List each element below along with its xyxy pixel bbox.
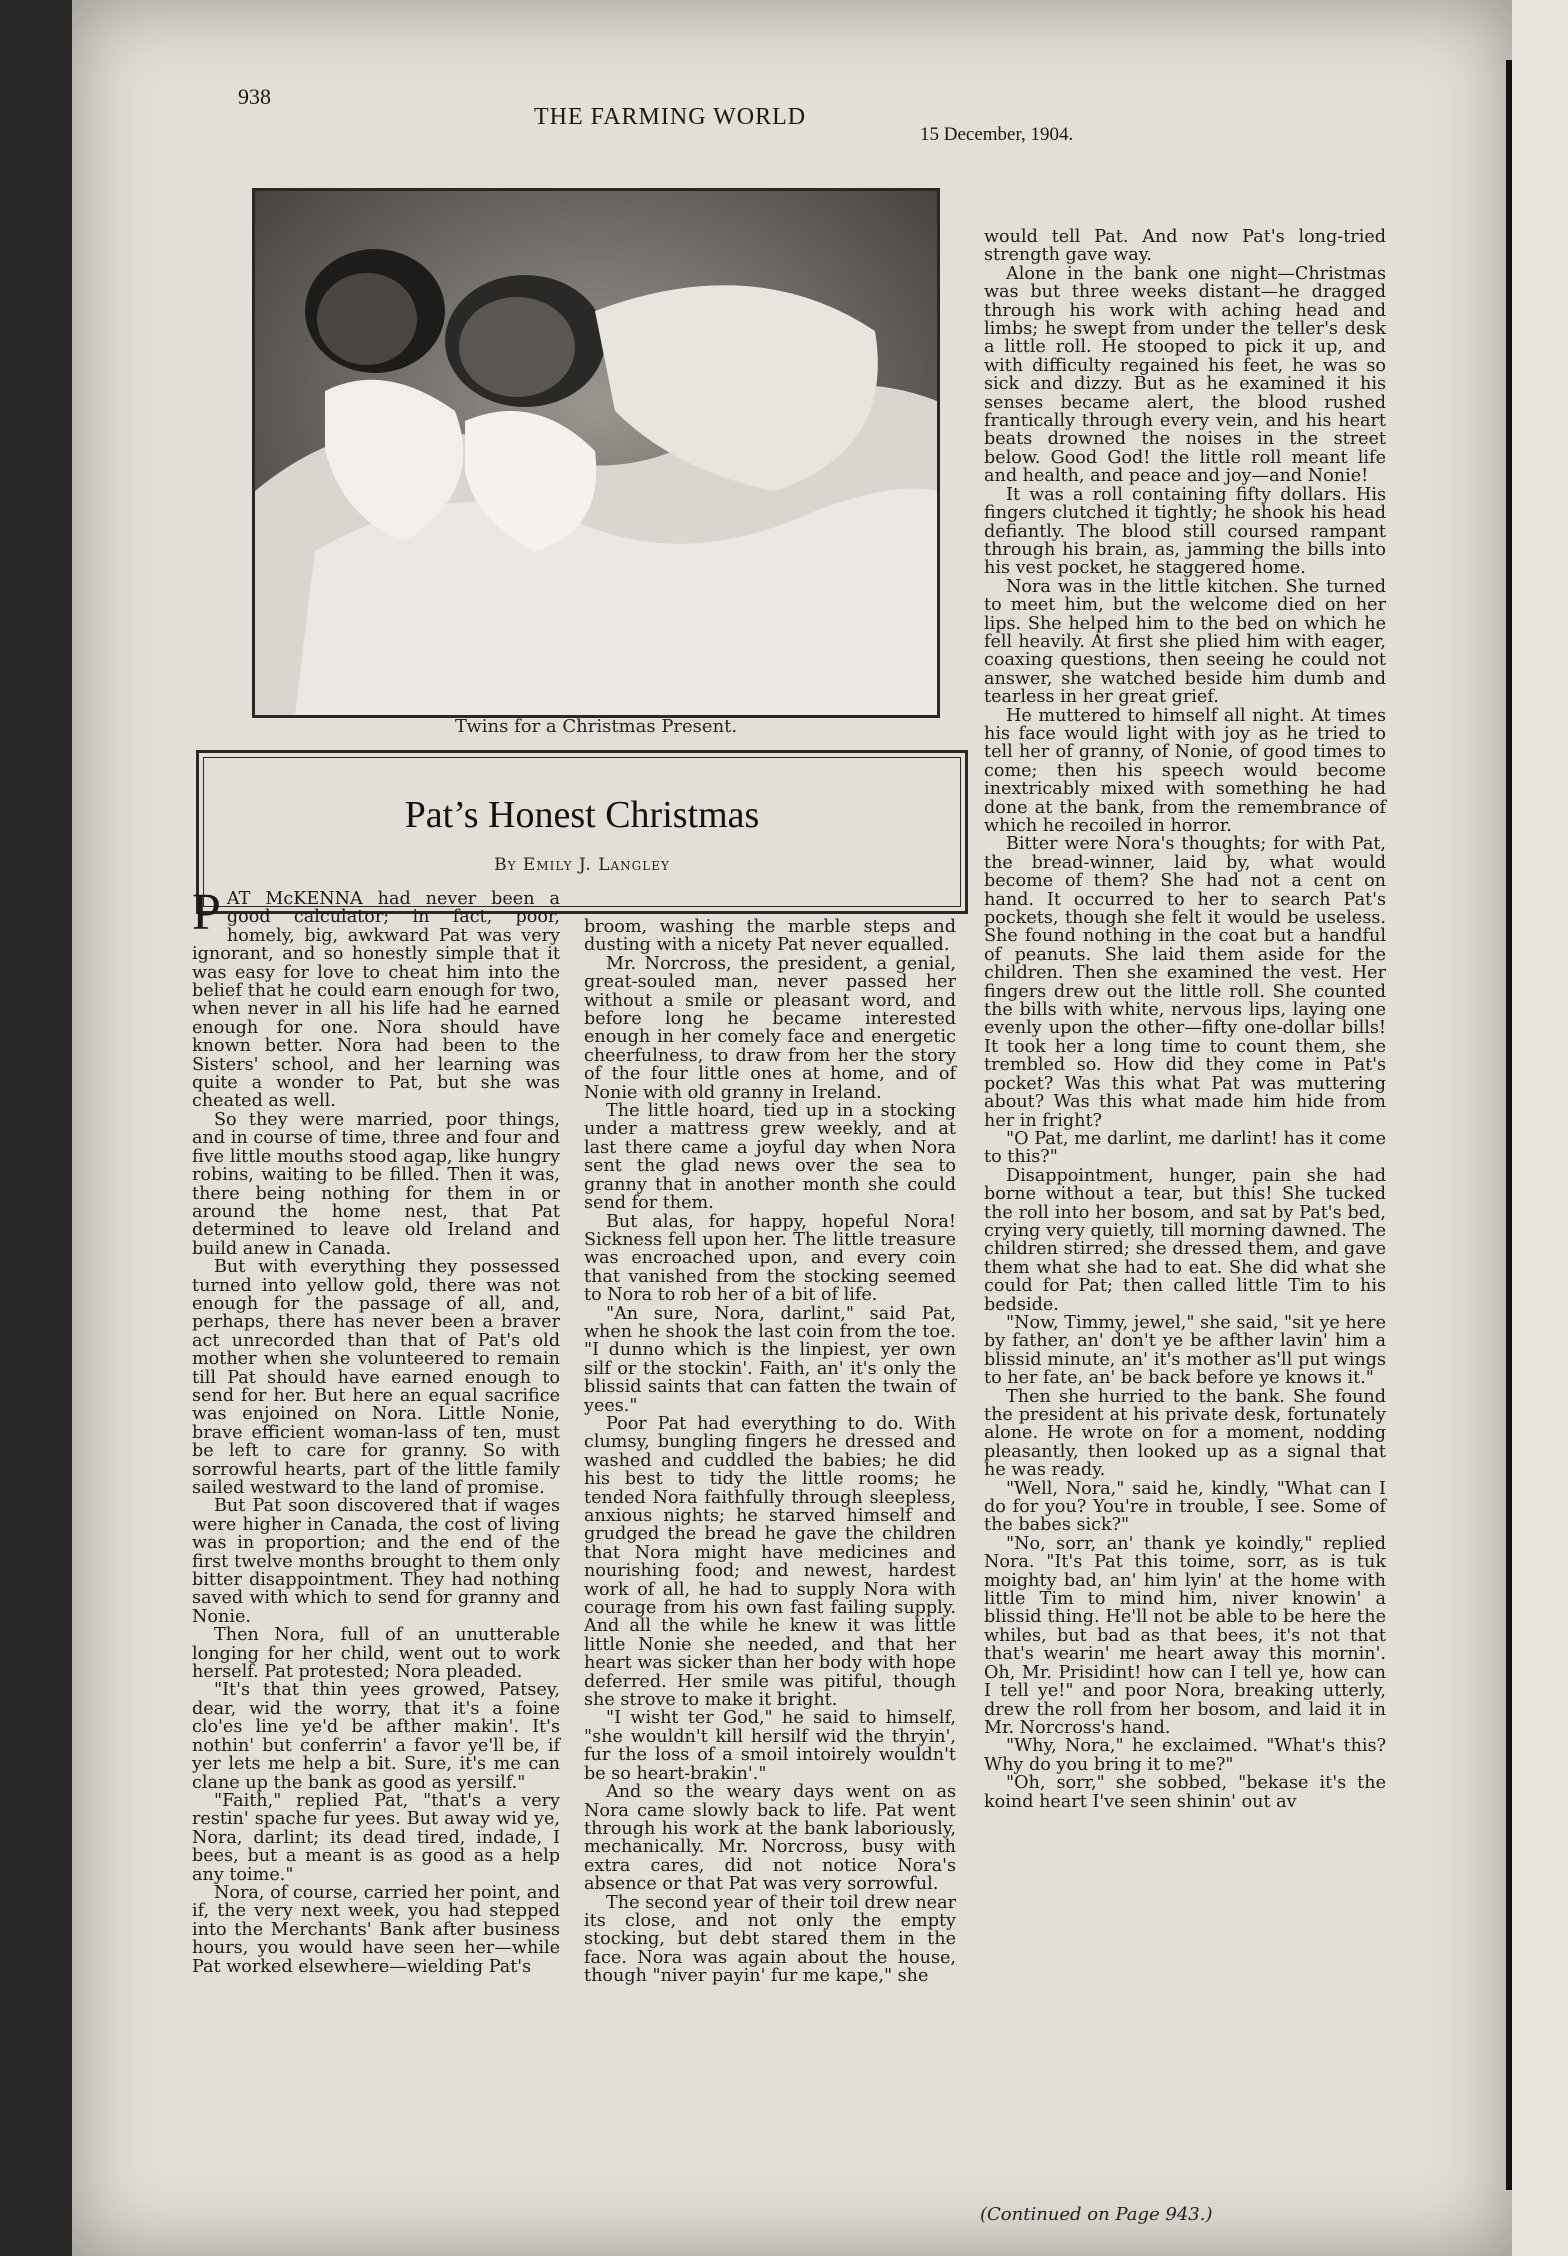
paragraph: Then Nora, full of an unutterable longing for her child, went out to work herself. Pat protested; Nora pleaded. xyxy=(192,1625,560,1683)
facing-page-margin xyxy=(1512,0,1568,2256)
paragraph: Bitter were Nora's thoughts; for with Pat, the bread-winner, laid by, what would become of them? She had not a cent on hand. It occurred to her to search Pat's pockets, though she felt it would be useless. She found nothing in the coat but a handful of peanuts. She laid them aside for the children. Then she examined the vest. Her fingers drew out the little roll. She counted the bills with white, nervous lips, laying one evenly upon the other—fifty one-dollar bills! It took her a long time to count them, she trembled so. How did they come in Pat's pocket? Was this what Pat was muttering about? Was this what made him hide from her in fright? xyxy=(984,834,1386,1131)
article-column-2 xyxy=(584,918,956,1986)
paragraph: Nora was in the little kitchen. She turned to meet him, but the welcome died on her lips. She helped him to the bed on which he fell heavily. At first she plied him with eager, coaxing questions, then seeing he could not answer, she watched beside him dumb and tearless in her great grief. xyxy=(984,576,1386,708)
paragraph: The little hoard, tied up in a stocking under a mattress grew weekly, and at last there came a joyful day when Nora sent the glad news over the sea to granny that in another month she could send for them. xyxy=(584,1101,956,1214)
paragraph: Then she hurried to the bank. She found the president at his private desk, fortunately alone. He wrote on for a moment, nodding pleasantly, then looked up as a signal that he was ready. xyxy=(984,1386,1386,1481)
paragraph: broom, washing the marble steps and dusting with a nicety Pat never equalled. xyxy=(584,917,956,956)
paragraph: "Now, Timmy, jewel," she said, "sit ye here by father, an' don't ye be afther lavin' him a blissid minute, an' it's mother as'll put wings to her fate, an' be back before ye knows it." xyxy=(984,1312,1386,1389)
paragraph: He muttered to himself all night. At times his face would light with joy as he tried to tell her of granny, of Nonie, of good times to come; then his speech would become inextricably mixed with something he had done at the bank, from the remembrance of which he recoiled in horror. xyxy=(984,705,1386,836)
paragraph: would tell Pat. And now Pat's long-tried strength gave way. xyxy=(984,227,1386,266)
paragraph: "No, sorr, an' thank ye koindly," replied Nora. "It's Pat this toime, sorr, as is tuk moighty bad, an' him lyin' at the home with little Tim to mind him, niver knowin' a blissid thing. He'll not be able to be here the whiles, but bad as that bees, it's not that that's wearin' me heart away this mornin'. Oh, Mr. Prisidint! how can I tell ye, how can I tell ye!" and poor Nora, breaking utterly, drew the roll from her bosom, and laid it in Mr. Norcross's hand. xyxy=(984,1533,1386,1738)
paragraph: But with everything they possessed turned into yellow gold, there was not enough for the passage of all, and, perhaps, there has never been a braver act unrecorded than that of Pat's old mother when she volunteered to remain till Pat should have earned enough to send for her. But here an equal sacrifice was enjoined on Nora. Little Nonie, brave efficient woman-lass of ten, must be left to care for granny. So with sorrowful hearts, part of the little family sailed westward to the land of promise. xyxy=(192,1257,560,1498)
paragraph: It was a roll containing fifty dollars. His fingers clutched it tightly; he shook his head defiantly. The blood still coursed rampant through his brain, as, jamming the bills into his vest pocket, he staggered home. xyxy=(984,484,1386,579)
paragraph: And so the weary days went on as Nora came slowly back to life. Pat went through his work at the bank laboriously, mechanically. Mr. Norcross, busy with extra cares, did not notice Nora's absence or that Pat was very sorrowful. xyxy=(584,1782,956,1895)
issue-date: 15 December, 1904. xyxy=(920,124,1074,145)
paragraph: But Pat soon discovered that if wages were higher in Canada, the cost of living was in proportion; and the end of the first twelve months brought to them only bitter disappointment. They had nothing saved with which to send for granny and Nonie. xyxy=(192,1496,560,1627)
paragraph: Alone in the bank one night—Christmas was but three weeks distant—he dragged through his work with aching head and limbs; he swept from under the teller's desk a little roll. He stooped to pick it up, and with difficulty regained his feet, he was so sick and dizzy. But as he examined it his senses became alert, the blood rushed frantically through every vein, and his heart beats drowned the noises in the street below. Good God! the little roll meant life and health, and peace and joy—and Nonie! xyxy=(984,263,1386,487)
article-column-3 xyxy=(984,228,1386,1811)
journal-title: THE FARMING WORLD xyxy=(534,104,807,130)
page-number: 938 xyxy=(238,84,271,109)
drop-cap: P xyxy=(192,884,221,941)
paragraph: "Oh, sorr," she sobbed, "bekase it's the koind heart I've seen shinin' out av xyxy=(984,1773,1386,1812)
paragraph: So they were married, poor things, and in course of time, three and four and five little mouths stood agap, like hungry robins, waiting to be filled. Then it was, there being nothing for them in or around the home nest, that Pat determined to leave old Ireland and build anew in Canada. xyxy=(192,1109,560,1259)
paragraph: Disappointment, hunger, pain she had borne without a tear, but this! She tucked the roll into her bosom, and sat by Pat's bed, crying very quietly, till morning dawned. The children stirred; she dressed them, and gave them what she had to eat. She did what she could for Pat; then called little Tim to his bedside. xyxy=(984,1165,1386,1315)
paragraph: The second year of their toil drew near its close, and not only the empty stocking, but debt stared them in the face. Nora was again about the house, though "niver payin' fur me kape," she xyxy=(584,1892,956,1987)
continued-note: (Continued on Page 943.) xyxy=(980,2204,1213,2225)
paragraph: "It's that thin yees growed, Patsey, dear, wid the worry, that it's a foine clo'es line ye'd be afther makin'. It's nothin' but conferrin' a favor ye'll be, if yer lets me help a bit. Sure, it's me can clane up the bank as good as yersilf." xyxy=(192,1680,560,1793)
paragraph: "Well, Nora," said he, kindly, "What can I do for you? You're in trouble, I see. Some of the babes sick?" xyxy=(984,1478,1386,1536)
paragraph: "Why, Nora," he exclaimed. "What's this? Why do you bring it to me?" xyxy=(984,1736,1386,1775)
photo-illustration xyxy=(255,191,937,715)
paragraph: "I wisht ter God," he said to himself, "she wouldn't kill hersilf wid the thryin', fur the loss of a smoil intoirely wouldn't be so heart-brakin'." xyxy=(584,1708,956,1784)
twins-photograph xyxy=(252,188,940,718)
paragraph: "O Pat, me darlint, me darlint! has it come to this?" xyxy=(984,1128,1386,1168)
article-byline: By Emily J. Langley xyxy=(494,855,670,875)
article-column-1 xyxy=(192,884,560,1977)
paragraph: AT McKENNA had never been a good calculator; in fact, poor, homely, big, awkward Pat was very ignorant, and so honestly simple that it was easy for love to cheat him into the belief that he could earn enough for two, when never in all his life had he earned enough for one. Nora should have known better. Nora had been to the Sisters' school, and her learning was quite a wonder to Pat, but she was cheated as well. xyxy=(192,889,560,1112)
paragraph: Nora, of course, carried her point, and if, the very next week, you had stepped into the Merchants' Bank after business hours, you would have seen her—while Pat worked elsewhere—wielding Pat's xyxy=(192,1882,560,1977)
paragraph: But alas, for happy, hopeful Nora! Sickness fell upon her. The little treasure was encroached upon, and every coin that vanished from the stocking seemed to Nora to rob her of a bit of life. xyxy=(584,1211,956,1306)
article-title: Pat’s Honest Christmas xyxy=(404,794,760,836)
paragraph: "An sure, Nora, darlint," said Pat, when he shook the last coin from the toe. "I dunno which is the linpiest, yer own silf or the stockin'. Faith, an' it's only the blissid saints that can fatten the twain of yees." xyxy=(584,1303,956,1416)
photo-caption: Twins for a Christmas Present. xyxy=(455,716,738,737)
paragraph: Mr. Norcross, the president, a genial, great-souled man, never passed her without a smile or pleasant word, and before long he became interested enough in her comely face and energetic cheerfulness, to draw from her the story of the four little ones at home, and of Nonie with old granny in Ireland. xyxy=(584,953,956,1103)
paragraph: "Faith," replied Pat, "that's a very restin' spache fur yees. But away wid ye, Nora, darlint; its dead tired, indade, I bees, but a meant is as good as a help any toime." xyxy=(192,1790,560,1885)
paragraph: Poor Pat had everything to do. With clumsy, bungling fingers he dressed and washed and cuddled the babies; he did his best to tidy the little rooms; he tended Nora faithfully through sleepless, anxious nights; he starved himself and grudged the bread he gave the children that Nora might have medicines and nourishing food; and newest, hardest work of all, he had to supply Nora with courage from his own fast failing supply. And all the while he knew it was little little Nonie she needed, and that her heart was sicker than her body with hope deferred. Her smile was pitiful, though she strove to make it bright. xyxy=(584,1413,956,1711)
